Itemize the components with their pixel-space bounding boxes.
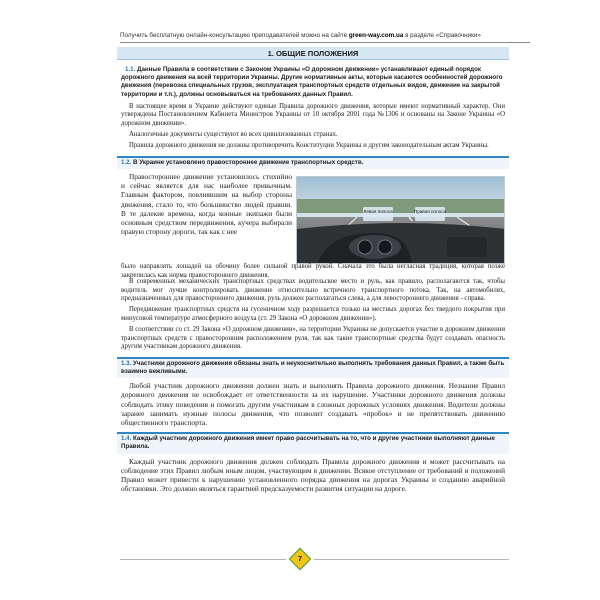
header-site-link[interactable]: green-way.com.ua [348,32,404,39]
road-illustration [297,177,505,264]
paragraph: Правостороннее движение установилось стихийно и сейчас является для нас наиболее привычным. Главным фактором, повлиявшим на выбор стороны движения, стало то, что большинство людей правши. В те далекие времена, когда конные экипажи были основным средством передвижения, кучера выбирали правую сторону дороги, так как с нее [121,171,292,237]
paragraph: было направлять лошадей на обочину более сильной правой рукой. Сначала это была негласная традиция, которая позже закрепилась как норма правостороннего движения. [121,262,505,279]
rule-number: 1.3. [121,359,132,367]
footer-rule-right [314,559,509,560]
page-number: 7 [297,554,303,563]
float-continuation [117,263,509,283]
rule-1-3 [117,357,509,378]
section-title: 1. ОБЩИЕ ПОЛОЖЕНИЯ [117,47,509,60]
rule-text: Участники дорожного движения обязаны знать и неукоснительно выполнять требования данных Правил, а также быть взаимно вежливыми. [121,359,505,375]
center-console [447,237,487,257]
footer-rule-left [120,559,286,560]
svg-text:Правая полоса: Правая полоса [413,208,447,214]
paragraph: В современных механических транспортных средствах водительское место и руль, как правило, располагаются так, чтобы водитель мог лучше контролировать движение относительно встречного транспортного потока. Так, на автомобилях, предназначенных для правостороннего движения, руль должен располагаться слева, а для левостороннего движения - справа. [121,277,505,303]
text-with-photo [117,171,509,279]
rule-number: 1.1. [125,66,136,73]
rule-text: Каждый участник дорожного движения имеет право рассчитывать на то, что и другие участники выполняют данные Правила. [121,435,495,451]
float-text [117,172,292,239]
header-note-prefix: Получить бесплатную онлайн-консультацию преподавателей можно на сайте [120,32,349,39]
header-note-suffix: в разделе «Справочники» [403,32,481,39]
paragraph: В соответствии со ст. 29 Закона «О дорожном движении», на территории Украины не допускается участие в дорожном движении транспортных средств с правосторонним расположением руля, так как такие транспортные средства будут создавать опасность другим участникам дорожного движения. [121,325,505,351]
paragraph: Передвижение транспортных средств на гусеничном ходу разрешается только на местных дорогах без твердого покрытия при минусовой температуре атмосферного воздуха (ст. 29 Закона «О дорожном движении»). [121,306,505,322]
paragraph: В настоящее время в Украине действуют единые Правила дорожного движения, которые имеют нормативный характер. Они утверждены Постановлением Кабинета Министров Украины от 10 октября 2001 года №1306 и основаны на Законе Украины «О дорожном движении». [121,102,505,127]
paragraph: Аналогичные документы существуют во всех цивилизованных странах. [129,131,338,139]
header-note [120,32,530,43]
paragraph: Любой участник дорожного движения должен знать и выполнять Правила дорожного движения. Незнание Правил дорожного движения не освобождает от ответственности за их нарушение. Участники дорожного движения должны соблюдать этику поведения и помогать другим участникам в сложных дорожных условиях движения. Водители должны заранее занимать нужные полосы движения, что позволит создавать «пробок» и не препятствовать движению общественного транспорта. [121,381,505,427]
main-content [117,47,509,496]
instrument-cluster [349,235,401,259]
lane-label-right [414,207,447,221]
svg-text:Левая полоса: Левая полоса [363,208,393,214]
tachometer-icon [378,240,392,254]
rule-number: 1.2. [121,158,132,166]
rule-1-1 [117,65,509,101]
rule-1-4 [117,432,509,453]
dashboard-road-photo [296,176,505,264]
paragraph: Каждый участник дорожного движения должен соблюдать Правила дорожного движения и может рассчитывать на соблюдение этих Правил любым иным лицом, участвующим в движении. Всякое отступление от требований и положений Правил может привести к нарушению установленного порядка движения на дорогах Украины и созданию аварийной обстановки. Это должно являться гарантией предсказуемости развития ситуации на дороге. [121,456,505,494]
rule-text: Данные Правила в соответствии с Законом Украины «О дорожном движении» устанавливают единый порядок дорожного движения на всей территории Украины. Другие нормативные акты, которые касаются особенностей дорожного движения (перевозка специальных грузов, эксплуатация транспортных средств отдельных видов, движение на закрытой территории и т.п.), должны основываться на требованиях данных Правил. [121,66,503,98]
horizon-trees [297,199,505,213]
rule-1-2 [117,156,509,169]
speedometer-icon [358,240,372,254]
rule-text: В Украине установлено правостороннее движение транспортных средств. [131,158,364,166]
rule-number: 1.4. [121,435,132,443]
lane-label-left [363,207,393,221]
paragraph: Правила дорожного движения не должны противоречить Конституции Украины и другим законодательным актам Украины. [129,142,489,150]
